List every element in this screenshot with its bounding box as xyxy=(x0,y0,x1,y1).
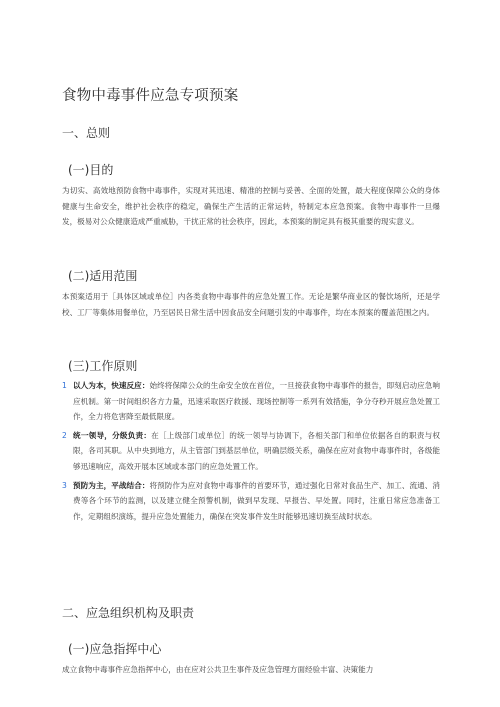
list-item-number: 1 xyxy=(62,381,67,390)
paragraph-command-center: 成立食物中毒事件应急指挥中心，由在应对公共卫生事件及应急管理方面经验丰富、决策能力 xyxy=(62,665,374,674)
list-item-lead: 统一领导，分级负责： xyxy=(73,430,152,440)
list-item-number: 3 xyxy=(62,480,67,490)
list-item-number: 2 xyxy=(62,430,67,440)
document-title: 食物中毒事件应急专项预案 xyxy=(62,88,239,104)
list-item-lead: 以人为本，快速反应： xyxy=(73,381,150,390)
list-item-text: 在［上级部门或单位］的统一领导与协调下，各相关部门和单位依据各自的职责与权限，各司其职。从中央到地方，从主管部门到基层单位，明确层级关系，确保在应对食物中毒事件时，各级能够迅速响应，高效开展本区域或本部门的应急处置工作。 xyxy=(73,430,441,471)
list-item-text: 始终将保障公众的生命安全放在首位，一旦接获食物中毒事件的报告，即刻启动应急响应机制。第一时间组织各方力量，迅速采取医疗救援、现场控制等一系列有效措施，争分夺秒开展应急处置工作，全力将危害降至最低限度。 xyxy=(73,381,440,422)
principles-list xyxy=(62,378,440,527)
list-item xyxy=(62,378,440,425)
section-heading-organization: 二、应急组织机构及职责 xyxy=(62,606,195,620)
list-item xyxy=(62,478,440,525)
section-heading-general: 一、总则 xyxy=(62,126,111,140)
list-item-lead: 预防为主，平战结合： xyxy=(73,480,150,490)
list-item-text: 将预防作为应对食物中毒事件的首要环节，通过强化日常对食品生产、加工、流通、消费等各个环节的监测，以及建立健全预警机制，做到早发现、早报告、早处置。同时，注重日常应急准备工作，定期组织演练，提升应急处置能力，确保在突发事件发生时能够迅速切换至战时状态。 xyxy=(73,480,440,521)
subsection-heading-principles: (三)工作原则 xyxy=(68,359,138,373)
subsection-heading-scope: (二)适用范围 xyxy=(68,269,138,283)
paragraph-scope: 本预案适用于［具体区域或单位］内各类食物中毒事件的应急处置工作。无论是繁华商业区的餐饮场所，还是学校、工厂等集体用餐单位，乃至居民日常生活中因食品安全问题引发的中毒事件，均在本预案的覆盖范围之内。 xyxy=(62,292,440,317)
paragraph-purpose: 为切实、高效地预防食物中毒事件，实现对其迅速、精准的控制与妥善、全面的处置，最大程度保障公众的身体健康与生命安全，维护社会秩序的稳定，确保生产生活的正常运转，特制定本应急预案。食物中毒事件一旦爆发，极易对公众健康造成严重威胁，干扰正常的社会秩序，因此，本预案的制定具有极其重要的现实意义。 xyxy=(62,186,440,227)
list-item xyxy=(62,428,440,475)
subsection-heading-command-center: (一)应急指挥中心 xyxy=(68,642,162,656)
subsection-heading-purpose: (一)目的 xyxy=(68,163,114,177)
